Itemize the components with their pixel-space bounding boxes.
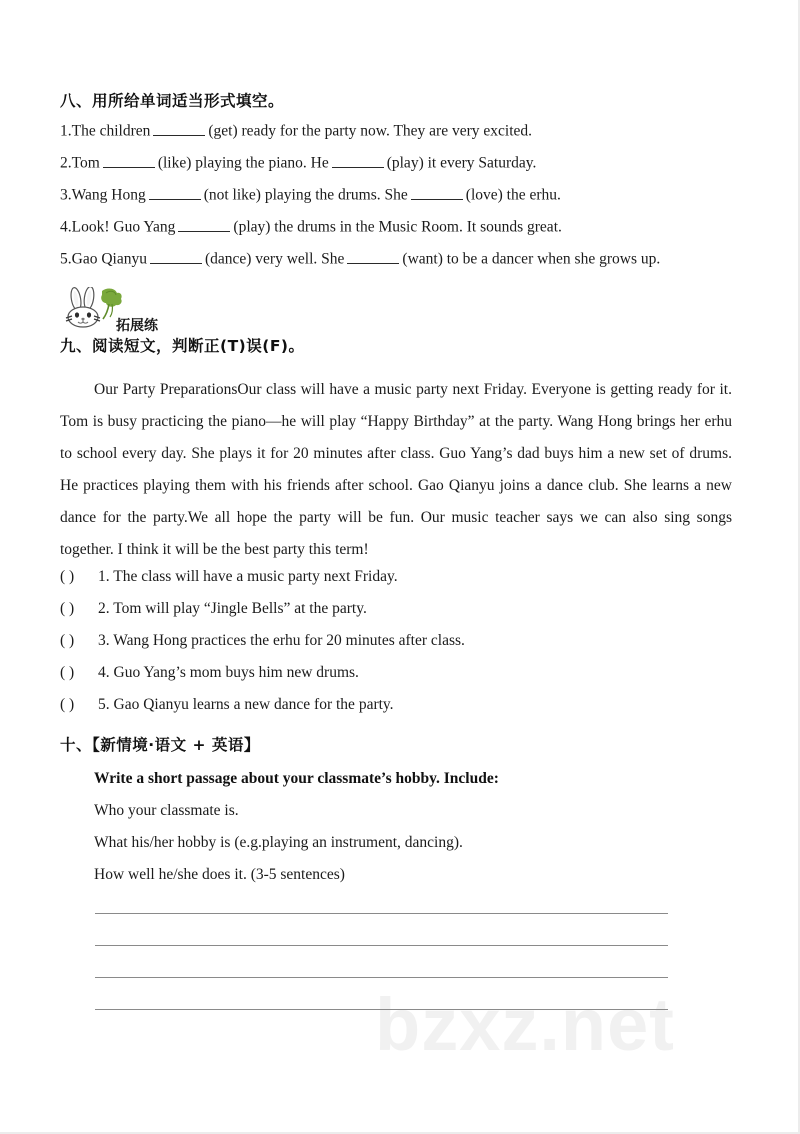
question-text-b: (like) playing the piano. He (157, 154, 329, 172)
answer-paren[interactable]: ( ) (60, 568, 75, 585)
fill-blank-question-5 (60, 250, 660, 268)
true-false-item-3 (60, 632, 465, 650)
reading-passage (60, 374, 732, 566)
section-ten-heading: 十、【新情境·语文 + 英语】 (60, 736, 260, 754)
true-false-item-5 (60, 696, 394, 714)
answer-writing-line[interactable] (95, 1009, 668, 1010)
passage-text: Our Party PreparationsOur class will have a music party next Friday. Everyone is getting ready for it. Tom is busy practicing the piano—he will play “Happy Birthday” at the party. Wang Hong brings her erhu to school every day. She plays it for 20 minutes after class. Guo Yang’s dad buys him a new set of drums. He practices playing them with his friends after school. Gao Qianyu joins a dance club. She learns a new dance for the party.We all hope the party will be fun. Our music teacher says we can also sing songs together. I think it will be the best party this term! (60, 381, 732, 558)
site-watermark: bzxz.net (375, 983, 675, 1066)
writing-bullet-1: Who your classmate is. (94, 802, 239, 819)
fill-blank-question-4 (60, 218, 562, 236)
question-text-a: Look! Guo Yang (71, 218, 176, 236)
true-false-item-1 (60, 568, 398, 586)
rabbit-head (66, 307, 100, 327)
answer-blank[interactable] (150, 250, 202, 264)
fill-blank-question-2 (60, 154, 536, 172)
answer-paren[interactable]: ( ) (60, 600, 75, 617)
tf-text: 5. Gao Qianyu learns a new dance for the party. (98, 696, 394, 713)
question-text-a: Tom (71, 154, 100, 172)
tf-text: 2. Tom will play “Jingle Bells” at the party. (98, 600, 367, 617)
answer-blank[interactable] (347, 250, 399, 264)
question-text-b: (play) the drums in the Music Room. It sounds great. (233, 218, 562, 236)
answer-blank[interactable] (153, 122, 205, 136)
fill-blank-question-1 (60, 122, 532, 140)
writing-prompt: Write a short passage about your classmate’s hobby. Include: (94, 770, 499, 787)
question-text-b: (dance) very well. She (204, 250, 345, 268)
question-text-a: Wang Hong (71, 186, 146, 204)
question-text-a: Gao Qianyu (71, 250, 147, 268)
answer-writing-line[interactable] (95, 913, 668, 914)
true-false-item-2 (60, 600, 367, 618)
answer-blank[interactable] (149, 186, 201, 200)
answer-blank[interactable] (178, 218, 230, 232)
question-text-c: (want) to be a dancer when she grows up. (402, 250, 661, 268)
section-nine-heading: 九、阅读短文，判断正(T)误(F)。 (60, 337, 305, 355)
question-text-b: (get) ready for the party now. They are very excited. (208, 122, 533, 140)
writing-bullet-3: How well he/she does it. (3-5 sentences) (94, 866, 345, 883)
tf-text: 1. The class will have a music party next Friday. (98, 568, 398, 585)
extension-badge-label: 拓展练 (116, 318, 158, 334)
answer-paren[interactable]: ( ) (60, 632, 75, 649)
answer-blank[interactable] (411, 186, 463, 200)
true-false-item-4 (60, 664, 359, 682)
question-text-c: (play) it every Saturday. (386, 154, 537, 172)
section-eight-heading: 八、用所给单词适当形式填空。 (60, 92, 285, 110)
answer-paren[interactable]: ( ) (60, 696, 75, 713)
tf-text: 3. Wang Hong practices the erhu for 20 minutes after class. (98, 632, 465, 649)
question-number: 2. (60, 154, 72, 172)
question-text-a: The children (71, 122, 151, 140)
answer-writing-line[interactable] (95, 945, 668, 946)
answer-paren[interactable]: ( ) (60, 664, 75, 681)
question-number: 1. (60, 122, 72, 140)
question-text-c: (love) the erhu. (465, 186, 561, 204)
answer-writing-line[interactable] (95, 977, 668, 978)
tf-text: 4. Guo Yang’s mom buys him new drums. (98, 664, 359, 681)
writing-bullet-2: What his/her hobby is (e.g.playing an instrument, dancing). (94, 834, 463, 851)
question-number: 5. (60, 250, 72, 268)
question-number: 4. (60, 218, 72, 236)
answer-blank[interactable] (103, 154, 155, 168)
question-number: 3. (60, 186, 72, 204)
fill-blank-question-3 (60, 186, 561, 204)
question-text-b: (not like) playing the drums. She (203, 186, 408, 204)
answer-blank[interactable] (332, 154, 384, 168)
